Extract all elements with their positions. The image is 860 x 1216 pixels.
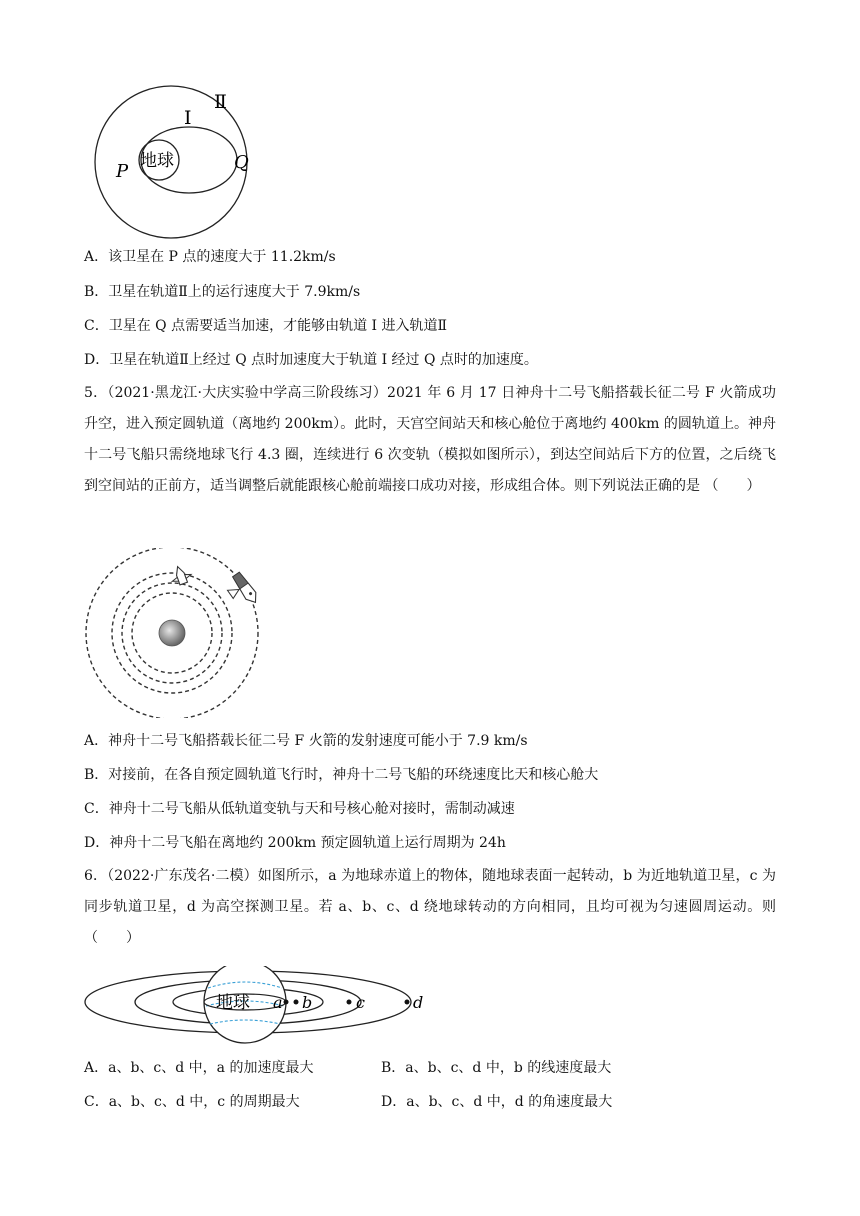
label-p: P [116, 161, 129, 182]
space-station-icon [223, 571, 261, 611]
q4-option-a: A．该卫星在 P 点的速度大于 11.2km/s [84, 249, 336, 265]
label-q: Q [234, 152, 249, 173]
orbit-figure-1 [84, 82, 264, 242]
q5-option-a: A．神舟十二号飞船搭载长征二号 F 火箭的发射速度可能小于 7.9 km/s [84, 733, 528, 749]
q4-option-c: C．卫星在 Q 点需要适当加速，才能够由轨道 I 进入轨道Ⅱ [84, 318, 448, 334]
q5-stem: 5．（2021·黑龙江·大庆实验中学高三阶段练习）2021 年 6 月 17 日神舟十二号飞船搭载长征二号 F 火箭成功升空，进入预定圆轨道（离地约 200km）。此时，天宫空间站天和核心舱位于离地约 400km 的圆轨道上。神舟十二号飞船只需绕地球飞行 4.3 圈，连续进行 6 次变轨（模拟如图所示），到达空间站后下方的位置，之后绕飞到空间站的正前方，适当调整后就能跟核心舱前端接口成功对接，形成组合体。则下列说法正确的是 （ ） [84, 385, 776, 494]
q5-option-d: D．神舟十二号飞船在离地约 200km 预定圆轨道上运行周期为 24h [84, 835, 506, 851]
label-earth: 地球 [216, 993, 250, 1013]
q6-option-b: B．a、b、c、d 中，b 的线速度最大 [381, 1060, 612, 1076]
earth-sphere [159, 620, 185, 646]
q6-option-d: D．a、b、c、d 中，d 的角速度最大 [381, 1094, 613, 1110]
label-d: d [413, 993, 424, 1012]
label-orbit-i: Ⅰ [184, 107, 192, 129]
label-orbit-ii: Ⅱ [214, 91, 227, 113]
orbit-transfer-figure [84, 548, 264, 718]
point-d [405, 1000, 410, 1005]
label-b: b [302, 993, 313, 1012]
q5-option-b: B．对接前，在各自预定圆轨道飞行时，神舟十二号飞船的环绕速度比天和核心舱大 [84, 767, 599, 783]
q5-option-c: C．神舟十二号飞船从低轨道变轨与天和号核心舱对接时，需制动减速 [84, 801, 515, 817]
label-c: c [356, 993, 365, 1012]
label-earth: 地球 [140, 151, 174, 171]
q6-stem: 6．（2022·广东茂名·二模）如图所示，a 为地球赤道上的物体，随地球表面一起转动，b 为近地轨道卫星，c 为同步轨道卫星，d 为高空探测卫星。若 a、b、c、d 绕地球转动的方向相同，且均可视为匀速圆周运动。则（ ） [84, 868, 776, 946]
point-a [284, 1000, 289, 1005]
spacecraft-icon [168, 563, 193, 587]
q6-option-c: C．a、b、c、d 中，c 的周期最大 [84, 1094, 300, 1110]
q6-option-a: A．a、b、c、d 中，a 的加速度最大 [84, 1060, 314, 1076]
q4-option-b: B．卫星在轨道Ⅱ上的运行速度大于 7.9km/s [84, 284, 361, 300]
satellite-orbits-figure [80, 966, 440, 1046]
q4-option-d: D．卫星在轨道Ⅱ上经过 Q 点时加速度大于轨道 I 经过 Q 点时的加速度。 [84, 352, 538, 368]
point-c [347, 1000, 352, 1005]
point-b [294, 1000, 299, 1005]
label-a: a [273, 993, 283, 1012]
